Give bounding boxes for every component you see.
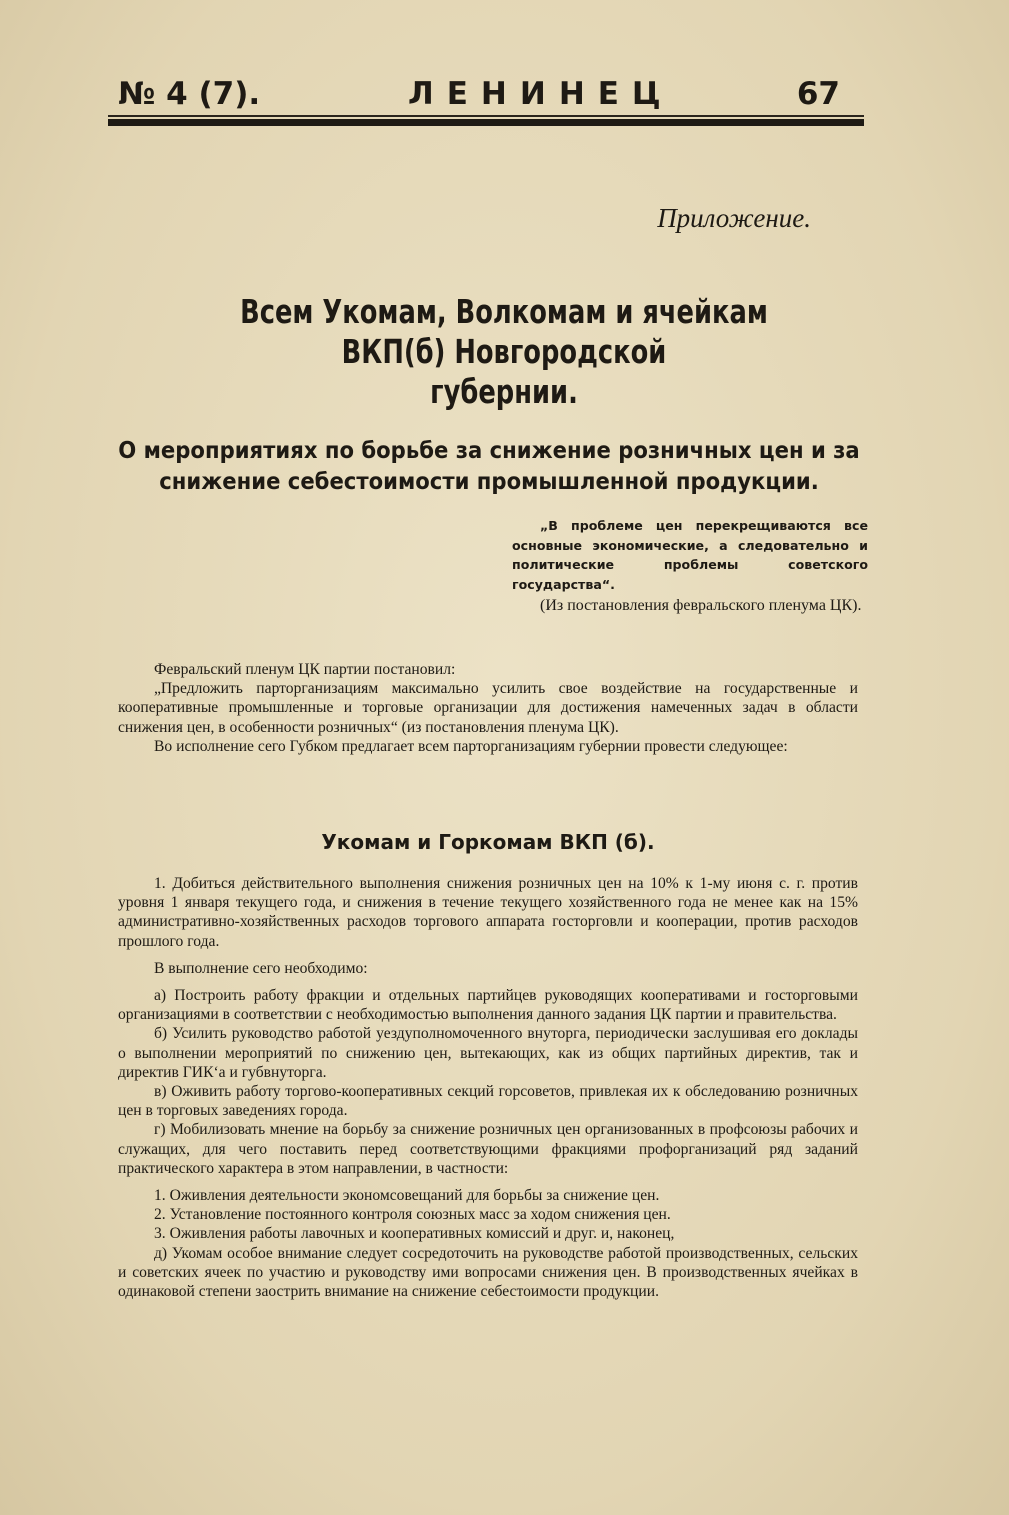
epigraph-source — [512, 596, 868, 616]
paragraph: д) Укомам особое внимание следует сосредоточить на руководстве работой производственных, сельских и советских ячеек по участию и руководству ими вопросами снижения цен. В производственных ячейках в одинаковой степени заострить внимание на снижение себестоимости продукции. — [118, 1244, 858, 1301]
list-item: 3. Оживления работы лавочных и кооперативных комиссий и друг. и, наконец, — [154, 1225, 675, 1243]
main-title-line: Всем Укомам, Волкомам и ячейкам ВКП(б) Новгородской — [240, 292, 768, 371]
section-text — [118, 874, 858, 1301]
main-title-line: губернии. — [430, 372, 578, 411]
paragraph: Во исполнение сего Губком предлагает всем парторганизациям губернии провести следующее: — [154, 737, 788, 755]
list-item: 1. Оживления деятельности экономсовещаний для борьбы за снижение цен. — [154, 1187, 660, 1205]
paragraph: б) Усилить руководство работой уездуполномоченного внуторга, периодически заслушивая его доклады о выполнении мероприятий по снижению цен, вытекающих, как из общих партийных директив, так и директив ГИК‘а и губвнуторга. — [118, 1025, 858, 1081]
appendix-label: Приложение. — [657, 203, 811, 233]
journal-title: ЛЕНИНЕЦ — [408, 76, 674, 112]
subtitle-line: снижение себестоимости промышленной продукции. — [159, 469, 819, 495]
subtitle-line: О мероприятиях по борьбе за снижение розничных цен и за — [118, 438, 860, 464]
paragraph: г) Мобилизовать мнение на борьбу за снижение розничных цен организованных в профсоюзы рабочих и служащих, для чего поставить перед соответствующими фракциями профорганизаций ряд заданий практического характера в этом направлении, в частности: — [118, 1121, 858, 1177]
epigraph-quote — [512, 516, 868, 594]
paragraph: „Предложить парторганизациям максимально усилить свое воздействие на государственные и кооперативные промышленные и торговые организации для достижения намеченных задач в области снижения цен, в особенности розничных“ (из постановления пленума ЦК). — [118, 680, 858, 736]
paragraph: Февральский пленум ЦК партии постановил: — [154, 661, 456, 678]
header-rule-thick — [108, 119, 864, 126]
epigraph-text: „В проблеме цен перекрещиваются все основные экономические, а следовательно и политические проблемы советского государства“. — [512, 518, 868, 592]
epigraph-source-text: (Из постановления февральского пленума ЦК). — [540, 597, 862, 614]
list-item: 2. Установление постоянного контроля союзных масс за ходом снижения цен. — [154, 1206, 671, 1224]
issue-number: № 4 (7). — [118, 76, 261, 112]
section-title: Укомам и Горкомам ВКП (б). — [321, 830, 655, 854]
paragraph: а) Построить работу фракции и отдельных партийцев руководящих кооперативами и госторговыми организациями в соответствии с необходимостью выполнения данного задания ЦК партии и правительства. — [118, 987, 858, 1024]
intro-text — [118, 660, 858, 756]
subtitle — [104, 436, 875, 498]
page-header — [118, 76, 866, 116]
paragraph: в) Оживить работу торгово-кооперативных секций горсоветов, привлекая их к обследованию розничных цен в торговых заведениях города. — [118, 1083, 858, 1120]
paragraph: В выполнение сего необходимо: — [154, 959, 368, 977]
page-number: 67 — [796, 76, 840, 112]
header-rule-thin — [108, 115, 864, 117]
main-title — [189, 292, 819, 412]
paragraph: 1. Добиться действительного выполнения снижения розничных цен на 10% к 1-му июня с. г. против уровня 1 января текущего года, и снижения в течение текущего хозяйственного года не менее как на 15% административно-хозяйственных расходов торгового аппарата госторговли и кооперации, против расходов прошлого года. — [118, 875, 858, 950]
